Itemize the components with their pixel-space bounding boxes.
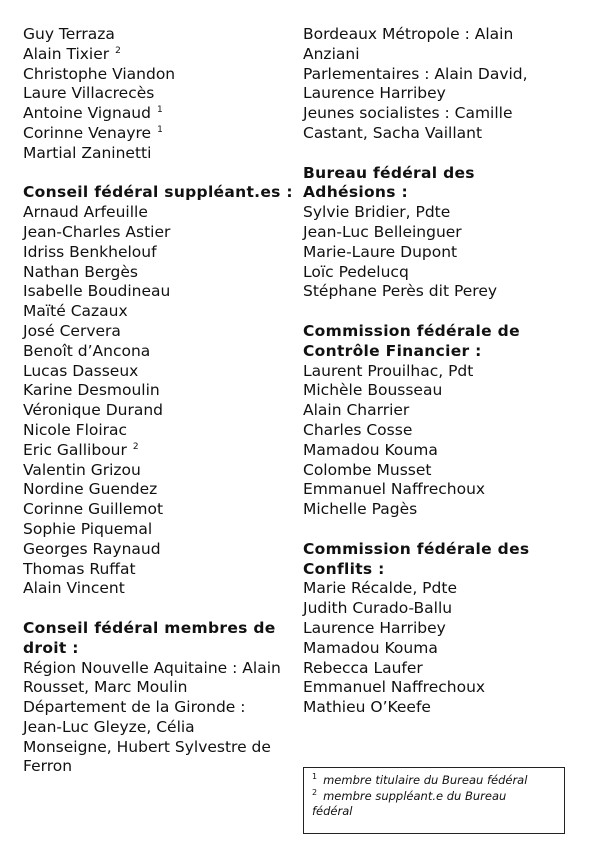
text-line: Jeunes socialistes : Camille (303, 104, 513, 123)
list-item: Véronique Durand (23, 401, 163, 420)
list-item: Marie Récalde, Pdte (303, 579, 457, 598)
list-item: Colombe Musset (303, 460, 432, 479)
controle-financier-list (303, 362, 583, 520)
list-item: Maïté Cazaux (23, 302, 128, 321)
footnote-mark: 1 (157, 124, 163, 135)
list-item: Judith Curado-Ballu (303, 599, 453, 618)
list-item: Georges Raynaud (23, 539, 161, 558)
list-item: José Cervera (23, 321, 121, 340)
section-heading-controle-financier: Commission fédérale de (303, 321, 520, 340)
list-item: Arnaud Arfeuille (23, 203, 148, 222)
list-item: Martial Zaninetti (23, 143, 152, 162)
suppleants-list (23, 203, 291, 599)
list-item: Alain Tixier $^2$ (23, 44, 121, 63)
list-item: Mathieu O’Keefe (303, 698, 431, 717)
council-titulaires-list (23, 25, 291, 164)
text-line: Parlementaires : Alain David, (303, 64, 528, 83)
text-line: Jean-Luc Gleyze, Célia (23, 717, 195, 736)
list-item: Charles Cosse (303, 420, 413, 439)
list-item: Sophie Piquemal (23, 519, 153, 538)
footnote-number: 1 (312, 772, 318, 781)
footnote-2: $^2$ membre suppléant.e du Bureau (312, 787, 507, 803)
list-item: Isabelle Boudineau (23, 282, 171, 301)
section-heading-bureau-adhesions: Bureau fédéral des (303, 163, 475, 182)
list-item: Benoît d’Ancona (23, 341, 151, 360)
list-item: Eric Gallibour $^2$ (23, 440, 139, 459)
membres-de-droit-continued (303, 25, 583, 144)
text-line: Département de la Gironde : (23, 698, 246, 717)
footnote-1: $^1$ membre titulaire du Bureau fédéral (312, 772, 528, 787)
list-item: Marie-Laure Dupont (303, 242, 458, 261)
right-column (303, 25, 583, 718)
list-item: Mamadou Kouma (303, 440, 438, 459)
footnote-2-cont: fédéral (312, 804, 353, 818)
footnotes-box (303, 767, 565, 834)
list-item: Laure Villacrecès (23, 84, 155, 103)
list-item: Jean-Luc Belleinguer (303, 222, 462, 241)
list-item: Karine Desmoulin (23, 381, 160, 400)
section-heading-bureau-adhesions-cont: Adhésions : (303, 183, 408, 202)
text-line: Castant, Sacha Vaillant (303, 123, 483, 142)
footnote-mark: 1 (156, 105, 163, 116)
list-item: Nordine Guendez (23, 480, 158, 499)
list-item: Christophe Viandon (23, 64, 176, 83)
list-item: Nathan Bergès (23, 262, 138, 281)
list-item: Alain Vincent (23, 579, 125, 598)
section-heading-conflits: Commission fédérale des (303, 539, 530, 558)
list-item: Mamadou Kouma (303, 638, 438, 657)
list-item: Emmanuel Naffrechoux (303, 678, 486, 697)
list-item: Laurence Harribey (303, 618, 446, 637)
text-line: Rousset, Marc Moulin (23, 678, 188, 697)
section-heading-membres-de-droit: Conseil fédéral membres de (23, 618, 276, 637)
list-item: Stéphane Perès dit Perey (303, 282, 498, 301)
list-item: Jean-Charles Astier (23, 222, 171, 241)
membres-de-droit-list (23, 659, 291, 778)
list-item: Michèle Bousseau (303, 381, 443, 400)
section-heading-membres-de-droit-cont: droit : (23, 638, 79, 657)
list-item: Loïc Pedelucq (303, 262, 409, 281)
list-item: Sylvie Bridier, Pdte (303, 203, 451, 222)
list-item: Idriss Benkhelouf (23, 242, 157, 261)
text-line: Bordeaux Métropole : Alain (303, 25, 514, 43)
list-item: Corinne Venayre $^1$ (23, 123, 163, 142)
footnote-mark: 2 (115, 45, 121, 56)
list-item: Corinne Guillemot (23, 500, 164, 519)
list-item: Michelle Pagès (303, 500, 418, 519)
list-item: Guy Terraza (23, 25, 115, 43)
section-heading-controle-financier-cont: Contrôle Financier : (303, 341, 482, 360)
list-item: Alain Charrier (303, 401, 410, 420)
text-line: Laurence Harribey (303, 84, 446, 103)
text-line: Monseigne, Hubert Sylvestre de (23, 737, 271, 756)
list-item: Thomas Ruffat (23, 559, 136, 578)
section-heading-suppleants: Conseil fédéral suppléant.es : (23, 183, 293, 202)
left-column (23, 25, 291, 777)
conflits-list (303, 579, 583, 718)
list-item: Nicole Floirac (23, 420, 128, 439)
text-line: Anziani (303, 44, 360, 63)
list-item: Emmanuel Naffrechoux (303, 480, 486, 499)
footnote-number: 2 (312, 787, 318, 797)
list-item: Laurent Prouilhac, Pdt (303, 361, 474, 380)
section-heading-conflits-cont: Conflits : (303, 559, 385, 578)
bureau-adhesions-list (303, 203, 583, 302)
footnote-mark: 2 (132, 441, 139, 452)
list-item: Rebecca Laufer (303, 658, 423, 677)
list-item: Antoine Vignaud $^1$ (23, 104, 163, 123)
text-line: Ferron (23, 757, 73, 776)
text-line: Région Nouvelle Aquitaine : Alain (23, 658, 281, 677)
list-item: Lucas Dasseux (23, 361, 139, 380)
list-item: Valentin Grizou (23, 460, 141, 479)
